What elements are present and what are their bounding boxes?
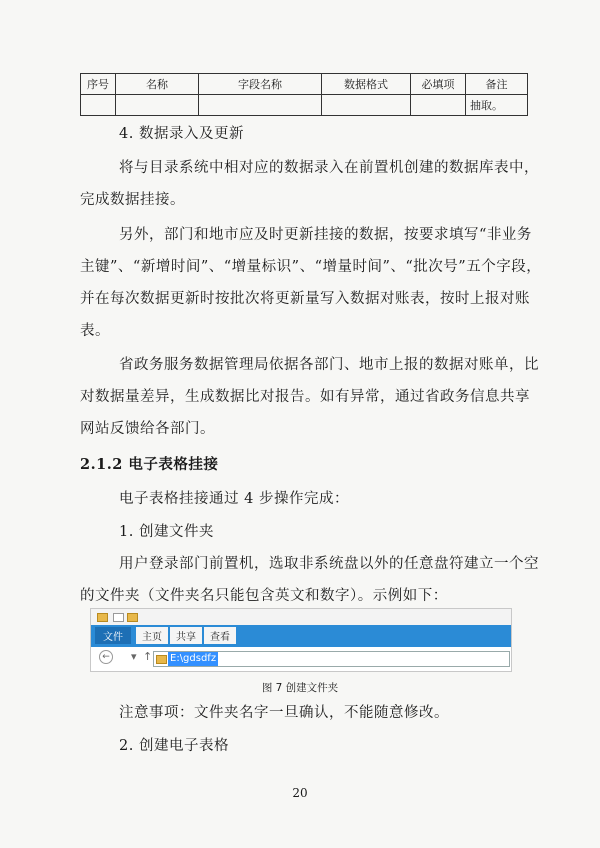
step-title: 2. 创建电子表格 xyxy=(119,738,229,754)
address-input[interactable] xyxy=(153,651,510,667)
address-path[interactable]: E:\gdsdfz xyxy=(170,653,217,664)
tab-home[interactable]: 主页 xyxy=(136,627,168,644)
header-cell: 数据格式 xyxy=(322,74,411,95)
paragraph-line: 将与目录系统中相对应的数据录入在前置机创建的数据库表中， xyxy=(119,160,539,176)
paragraph-line: 主键”、“新增时间”、“增量标识”、“增量时间”、“批次号”五个字段， xyxy=(80,259,542,275)
table-cell xyxy=(322,95,411,116)
header-cell: 字段名称 xyxy=(199,74,322,95)
item4-title: 4. 数据录入及更新 xyxy=(119,126,244,142)
table-cell xyxy=(411,95,466,116)
header-cell: 名称 xyxy=(116,74,199,95)
field-table xyxy=(80,73,528,116)
table-header-row xyxy=(81,74,528,95)
new-folder-icon xyxy=(127,613,138,622)
table-cell-note: 抽取。 xyxy=(466,95,528,116)
paragraph-line: 并在每次数据更新时按批次将更新量写入数据对账表，按时上报对账 xyxy=(80,291,530,307)
header-cell: 序号 xyxy=(81,74,116,95)
paragraph-line: 电子表格挂接通过 4 步操作完成： xyxy=(119,491,349,507)
up-arrow-icon[interactable]: ↑ xyxy=(143,650,153,663)
paragraph-line: 省政务服务数据管理局依据各部门、地市上报的数据对账单，比 xyxy=(119,357,539,373)
step-title: 1. 创建文件夹 xyxy=(119,524,214,540)
chevron-down-icon[interactable]: ▾ xyxy=(131,650,137,663)
explorer-screenshot xyxy=(90,608,512,672)
paragraph-line: 完成数据挂接。 xyxy=(80,192,185,208)
table-cell xyxy=(81,95,116,116)
figure-caption: 图 7 创建文件夹 xyxy=(261,682,339,694)
page-number: 20 xyxy=(292,786,308,800)
paragraph-line: 用户登录部门前置机，选取非系统盘以外的任意盘符建立一个空 xyxy=(119,556,539,572)
paragraph-line: 的文件夹（文件夹名只能包含英文和数字）。示例如下： xyxy=(80,588,448,604)
header-cell: 必填项 xyxy=(411,74,466,95)
tab-share[interactable]: 共享 xyxy=(170,627,202,644)
section-heading: 2.1.2 电子表格挂接 xyxy=(80,456,219,473)
paragraph-line: 表。 xyxy=(80,323,110,339)
note-line: 注意事项：文件夹名字一旦确认，不能随意修改。 xyxy=(119,705,449,721)
table-row xyxy=(81,95,528,116)
back-arrow-icon[interactable]: ← xyxy=(99,650,113,664)
paragraph-line: 另外，部门和地市应及时更新挂接的数据，按要求填写“非业务 xyxy=(119,227,532,243)
explorer-titlebar xyxy=(91,609,511,625)
paragraph-line: 网站反馈给各部门。 xyxy=(80,421,215,437)
properties-icon xyxy=(113,613,124,622)
paragraph-line: 对数据量差异，生成数据比对报告。如有异常，通过省政务信息共享 xyxy=(80,389,530,405)
header-cell: 备注 xyxy=(466,74,528,95)
table-cell xyxy=(199,95,322,116)
table-cell xyxy=(116,95,199,116)
address-bar xyxy=(91,647,511,671)
tab-file[interactable]: 文件 xyxy=(95,627,131,644)
tab-view[interactable]: 查看 xyxy=(204,627,236,644)
folder-icon xyxy=(97,613,108,622)
explorer-ribbon xyxy=(91,625,511,647)
folder-icon xyxy=(156,655,167,664)
